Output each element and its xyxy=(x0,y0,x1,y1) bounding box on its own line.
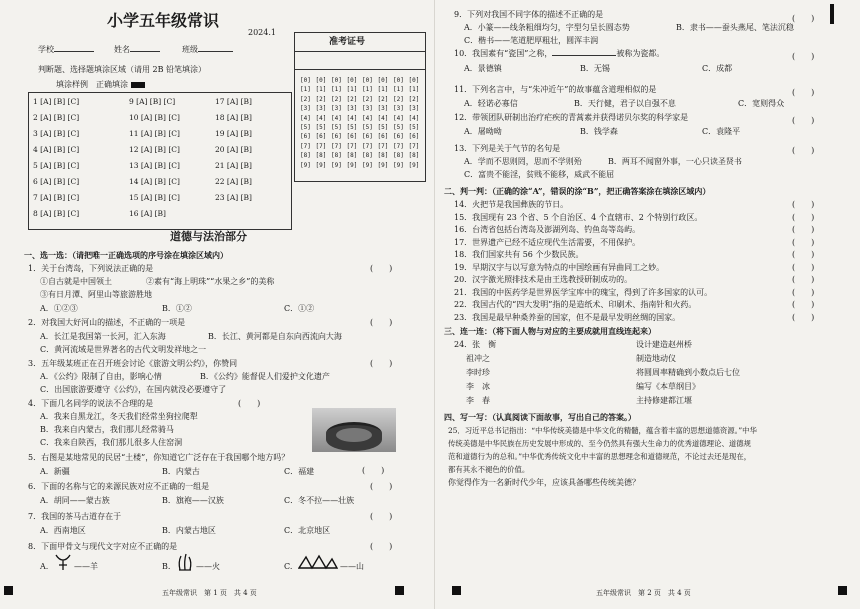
q8-option-text: ——山 xyxy=(340,562,364,571)
answer-bubble-row[interactable]: 20 [A] [B] xyxy=(215,145,252,154)
q8-option-label: A. xyxy=(40,562,49,571)
ticket-digit-bubble[interactable]: [5] xyxy=(393,124,404,131)
ticket-digit-bubble[interactable]: [2] xyxy=(377,95,389,103)
q3-option: B．《公约》能督促人们爱护文化遗产 xyxy=(200,372,330,381)
match-person[interactable]: 李 冰 xyxy=(466,382,490,391)
q10-option: C．成都 xyxy=(702,64,733,73)
answer-bubble-row[interactable]: 16 [A] [B] xyxy=(129,209,166,218)
ticket-digit-bubble[interactable]: [5] xyxy=(377,124,389,131)
part2-title: 二、判一判：（正确的涂“A”，错误的涂“B”，把正确答案涂在填涂区域内） xyxy=(444,186,711,196)
ticket-digit-bubble[interactable]: [0] xyxy=(315,77,327,84)
q5-option: B．内蒙古 xyxy=(162,467,200,476)
answer-bubble-row[interactable]: 10 [A] [B] [C] xyxy=(129,113,180,122)
school-field[interactable]: 学校 xyxy=(38,45,94,55)
fill-sample: 填涂样例 正确填涂 xyxy=(56,80,145,90)
ticket-digit-bubble[interactable]: [1] xyxy=(346,86,358,94)
answer-paren: ( ) xyxy=(792,212,815,222)
ticket-digit-bubble[interactable]: [2] xyxy=(362,95,373,103)
judge-item: 18．我们国家共有 56 个少数民族。 xyxy=(454,250,584,259)
match-person[interactable]: 祖冲之 xyxy=(466,354,490,363)
ticket-digit-bubble[interactable]: [4] xyxy=(377,114,389,122)
q6-option: B．旗袍——汉族 xyxy=(162,496,224,505)
page-footer: 五年级常识 第 2 页 共 4 页 xyxy=(596,589,691,597)
answer-bubble-row[interactable]: 14 [A] [B] [C] xyxy=(129,177,180,186)
q7-option: B．内蒙古地区 xyxy=(162,526,216,535)
answer-paren: ( ) xyxy=(362,466,385,475)
match-person[interactable]: 24．张 衡 xyxy=(454,340,497,349)
answer-bubble-row[interactable]: 15 [A] [B] [C] xyxy=(129,193,180,202)
q6-option: C．冬不拉——壮族 xyxy=(284,496,355,505)
ticket-number-box xyxy=(294,32,426,182)
q25-question: 你觉得作为一名新时代少年，应该具备哪些传统美德？ xyxy=(448,478,640,487)
answer-fill-area xyxy=(28,92,292,230)
ticket-digit-bubble[interactable]: [9] xyxy=(393,161,404,169)
ticket-digit-bubble[interactable]: [6] xyxy=(408,133,420,141)
answer-paren: ( ) xyxy=(792,116,815,125)
q3: 3．五年级某班正在召开班会讨论《旅游文明公约》，你赞同 xyxy=(28,359,238,368)
ticket-digit-bubble[interactable]: [6] xyxy=(300,133,311,141)
ticket-digit-bubble[interactable]: [3] xyxy=(362,105,373,113)
answer-paren: ( ) xyxy=(370,542,393,551)
q8: 8．下面甲骨文与现代文字对应不正确的是 xyxy=(28,542,178,551)
q25-text: 范和道德行为的总和。”中华优秀传统文化中丰富的思想理念和道德规范，不论过去还是现在， xyxy=(448,452,752,461)
ticket-digit-bubble[interactable]: [6] xyxy=(346,133,358,141)
ticket-digit-bubble[interactable]: [2] xyxy=(346,95,358,103)
q11-option: B．天行健，君子以自强不息 xyxy=(574,99,676,108)
answer-paren: ( ) xyxy=(792,200,815,209)
match-person[interactable]: 李时珍 xyxy=(466,368,490,377)
ticket-digit-bubble[interactable]: [7] xyxy=(346,142,358,150)
answer-paren: ( ) xyxy=(238,399,261,408)
ticket-digit-bubble[interactable]: [3] xyxy=(315,105,327,113)
exam-title: 小学五年级常识 xyxy=(107,11,220,30)
q1-item: ③有日月潭、阿里山等旅游胜地 xyxy=(40,290,152,299)
answer-bubble-row[interactable]: 9 [A] [B] [C] xyxy=(129,97,176,106)
answer-paren: ( ) xyxy=(792,262,815,272)
ticket-digit-bubble[interactable]: [3] xyxy=(346,105,358,113)
q8-option-label: B. xyxy=(162,562,171,571)
answer-paren: ( ) xyxy=(792,237,815,247)
judge-item: 21．我国的中医药学是世界医学宝库中的瑰宝，得到了许多国家的认可。 xyxy=(454,287,713,297)
ticket-digit-bubble[interactable]: [8] xyxy=(300,152,311,160)
answer-paren: ( ) xyxy=(792,52,815,61)
answer-bubble-row[interactable]: 12 [A] [B] [C] xyxy=(129,145,180,154)
answer-bubble-row[interactable]: 19 [A] [B] xyxy=(215,129,252,138)
answer-bubble-row[interactable]: 3 [A] [B] [C] xyxy=(33,129,80,138)
ticket-digit-bubble[interactable]: [0] xyxy=(300,77,311,84)
answer-paren: ( ) xyxy=(370,359,393,368)
match-achievement[interactable]: 主持修建都江堰 xyxy=(636,396,692,405)
answer-paren: ( ) xyxy=(792,287,815,297)
answer-paren: ( ) xyxy=(792,275,815,284)
q13-option: A．学而不思则罔，思而不学则殆 xyxy=(464,157,582,166)
ticket-digit-bubble[interactable]: [9] xyxy=(377,161,389,169)
ticket-digit-bubble[interactable]: [0] xyxy=(331,77,342,84)
ticket-digit-bubble[interactable]: [4] xyxy=(346,114,358,122)
q9: 9．下列对我国不同字体的描述不正确的是 xyxy=(454,10,604,19)
filled-mark-icon xyxy=(131,82,145,88)
ticket-digit-bubble[interactable]: [4] xyxy=(300,114,311,122)
section-title: 道德与法治部分 xyxy=(170,230,247,243)
q2-option: B．长江、黄河都是自东向西流向大海 xyxy=(208,332,342,341)
fill-instructions: 判断题、选择题填涂区域（请用 2B 铅笔填涂） xyxy=(38,65,207,74)
q5-option: C．福建 xyxy=(284,467,315,476)
q1-option: B．①② xyxy=(162,304,192,313)
oracle-mountain-icon xyxy=(298,554,338,570)
answer-paren: ( ) xyxy=(792,300,815,309)
q10-option: B．无锡 xyxy=(580,64,610,73)
answer-bubble-row[interactable]: 8 [A] [B] [C] xyxy=(33,209,80,218)
ticket-digit-bubble[interactable]: [8] xyxy=(408,152,420,160)
q8-option-text: ——羊 xyxy=(74,562,98,571)
tulou-photo xyxy=(312,408,396,452)
judge-item: 19．早期汉字与以写意为特点的中国绘画有异曲同工之妙。 xyxy=(454,262,665,272)
answer-paren: ( ) xyxy=(370,264,393,273)
q1: 1．关于台湾岛，下列说法正确的是 xyxy=(28,264,154,273)
match-achievement[interactable]: 设计建造赵州桥 xyxy=(636,340,692,349)
ticket-digit-bubble[interactable]: [8] xyxy=(315,152,327,160)
q11-option: C．宽则得众 xyxy=(738,99,785,108)
ticket-digit-bubble[interactable]: [7] xyxy=(331,142,342,150)
q25-text: 25．习近平总书记指出：“中华传统美德是中华文化的精髓，蕴含着丰富的思想道德资源。”中华 xyxy=(448,426,757,435)
q8-option-label: C. xyxy=(284,562,293,571)
ticket-digit-bubble[interactable]: [2] xyxy=(408,95,420,103)
judge-item: 17．世界遗产已经不适应现代生活需要，不用保护。 xyxy=(454,237,641,247)
answer-paren: ( ) xyxy=(792,225,815,234)
answer-paren: ( ) xyxy=(792,88,815,97)
ticket-digit-bubble[interactable]: [2] xyxy=(315,95,327,103)
q2-option: A．长江是我国第一长河，汇入东海 xyxy=(40,332,166,341)
ticket-digit-bubble[interactable]: [1] xyxy=(362,86,373,94)
ticket-digit-bubble[interactable]: [5] xyxy=(346,124,358,131)
ticket-digit-bubble[interactable]: [7] xyxy=(408,142,420,150)
q5-option: A．新疆 xyxy=(40,467,70,476)
ticket-digit-bubble[interactable]: [4] xyxy=(393,114,404,122)
exam-date: 2024.1 xyxy=(248,28,276,37)
ticket-digit-bubble[interactable]: [9] xyxy=(362,161,373,169)
ticket-digit-bubble[interactable]: [5] xyxy=(300,124,311,131)
ticket-digit-bubble[interactable]: [0] xyxy=(346,77,358,84)
q12-option: A．屠呦呦 xyxy=(464,127,502,136)
answer-paren: ( ) xyxy=(370,512,393,521)
q11: 11．下列名言中，与“朱冲近午”的故事蕴含道理相似的是 xyxy=(454,85,657,94)
answer-bubble-row[interactable]: 17 [A] [B] xyxy=(215,97,252,106)
oracle-fire-icon xyxy=(176,552,194,572)
answer-bubble-row[interactable]: 4 [A] [B] [C] xyxy=(33,145,80,154)
judge-item: 20．汉字激光照排技术是由王选教授研制成功的。 xyxy=(454,275,633,284)
ticket-title: 准考证号 xyxy=(329,37,366,47)
ticket-digit-bubble[interactable]: [9] xyxy=(346,161,358,169)
ticket-digit-bubble[interactable]: [6] xyxy=(362,133,373,141)
ticket-digit-bubble[interactable]: [5] xyxy=(362,124,373,131)
answer-bubble-row[interactable]: 5 [A] [B] [C] xyxy=(33,161,80,170)
q7-option: C．北京地区 xyxy=(284,526,331,535)
answer-paren: ( ) xyxy=(370,482,393,491)
answer-bubble-row[interactable]: 11 [A] [B] [C] xyxy=(129,129,180,138)
right-page xyxy=(440,8,840,603)
judge-item: 14．火把节是我国彝族的节日。 xyxy=(454,200,569,209)
match-person[interactable]: 李 春 xyxy=(466,396,490,405)
ticket-digit-bubble[interactable]: [9] xyxy=(331,161,342,169)
ticket-digit-bubble[interactable]: [5] xyxy=(315,124,327,131)
answer-bubble-row[interactable]: 6 [A] [B] [C] xyxy=(33,177,80,186)
answer-paren: ( ) xyxy=(792,250,815,259)
match-achievement[interactable]: 将圆周率精确到小数点后七位 xyxy=(636,368,740,377)
q10-option: A．景德镇 xyxy=(464,64,502,73)
q13: 13．下列是关于气节的名句是 xyxy=(454,144,561,153)
ticket-digit-bubble[interactable]: [6] xyxy=(331,133,342,141)
ticket-digit-bubble[interactable]: [2] xyxy=(393,95,404,103)
q5: 5．右图是某地常见的民居“土楼”，你知道它广泛存在于我国哪个地方吗？ xyxy=(28,453,290,462)
ticket-digit-bubble[interactable]: [7] xyxy=(362,142,373,150)
page-footer: 五年级常识 第 1 页 共 4 页 xyxy=(162,589,257,597)
ticket-digit-bubble[interactable]: [8] xyxy=(393,152,404,160)
ticket-digit-bubble[interactable]: [1] xyxy=(393,86,404,94)
q4: 4．下面几名同学的说法不合理的是 xyxy=(28,399,154,408)
ticket-digit-bubble[interactable]: [9] xyxy=(408,161,420,169)
answer-paren: ( ) xyxy=(370,318,393,327)
ticket-digit-bubble[interactable]: [6] xyxy=(393,133,404,141)
part4-title: 四、写一写：（认真阅读下面故事，写出自己的答案。） xyxy=(444,412,636,422)
ticket-digit-bubble[interactable]: [7] xyxy=(377,142,389,150)
ticket-digit-bubble[interactable]: [3] xyxy=(300,105,311,113)
ticket-digit-bubble[interactable]: [8] xyxy=(362,152,373,160)
ticket-digit-bubble[interactable]: [0] xyxy=(393,77,404,84)
q12-option: C．袁隆平 xyxy=(702,127,741,136)
q25-text: 传统美德是中华民族在历史发展中形成的、至今仍然具有强大生命力的优秀道德理论、道德规 xyxy=(448,439,752,448)
ticket-digit-bubble[interactable]: [7] xyxy=(393,142,404,150)
q13-option: C．富贵不能淫，贫贱不能移，威武不能屈 xyxy=(464,170,615,179)
answer-paren: ( ) xyxy=(792,14,815,23)
q25-text: 都有其永不褪色的价值。 xyxy=(448,465,530,474)
ticket-digit-bubble[interactable]: [6] xyxy=(377,133,389,141)
ticket-digit-bubble[interactable]: [0] xyxy=(408,77,420,84)
ticket-digit-bubble[interactable]: [5] xyxy=(408,124,420,131)
judge-item: 23．我国是最早种桑养蚕的国家，但不是最早发明丝绸的国家。 xyxy=(454,312,681,322)
q2-option: C．黄河流域是世界著名的古代文明发祥地之一 xyxy=(40,345,207,354)
q4-option: B．我来自内蒙古，我们那儿经常骑马 xyxy=(40,425,174,434)
part1-title: 一、选一选：（请把唯一正确选项的序号涂在填涂区域内） xyxy=(24,250,228,260)
q1-option: A．①②③ xyxy=(40,304,78,313)
ticket-digit-bubble[interactable]: [9] xyxy=(315,161,327,169)
q7: 7．我国的茶马古道存在于 xyxy=(28,512,122,521)
ticket-digit-bubble[interactable]: [3] xyxy=(408,105,420,113)
ticket-digit-bubble[interactable]: [8] xyxy=(346,152,358,160)
judge-item: 15．我国现有 23 个省、5 个自治区、4 个直辖市、2 个特别行政区。 xyxy=(454,212,703,222)
left-page xyxy=(22,8,430,603)
judge-item: 22．我国古代的“四大发明”指的是造纸术、印刷术、指南针和火药。 xyxy=(454,300,697,309)
answer-bubble-row[interactable]: 23 [A] [B] xyxy=(215,193,252,202)
q10: 10．我国素有“瓷国”之称， 被称为瓷都。 xyxy=(454,49,665,58)
q13-option: B．两耳不闻窗外事，一心只读圣贤书 xyxy=(608,157,742,166)
ticket-digit-bubble[interactable]: [1] xyxy=(377,86,389,94)
q9-option: A．小篆——线条粗细均匀，字型匀呈长圆态势 xyxy=(464,23,630,32)
ticket-digit-bubble[interactable]: [2] xyxy=(300,95,311,103)
ticket-digit-bubble[interactable]: [4] xyxy=(331,114,342,122)
q8-option-text: ——火 xyxy=(196,562,220,571)
answer-bubble-row[interactable]: 2 [A] [B] [C] xyxy=(33,113,80,122)
ticket-digit-bubble[interactable]: [5] xyxy=(331,124,342,131)
q6-option: A．胡同——蒙古族 xyxy=(40,496,110,505)
match-achievement[interactable]: 制造地动仪 xyxy=(636,354,676,363)
answer-bubble-row[interactable]: 7 [A] [B] [C] xyxy=(33,193,80,202)
ticket-digit-bubble[interactable]: [4] xyxy=(362,114,373,122)
class-field[interactable]: 班级 xyxy=(182,45,233,55)
answer-bubble-row[interactable]: 13 [A] [B] [C] xyxy=(129,161,180,170)
ticket-digit-bubble[interactable]: [1] xyxy=(331,86,342,94)
q9-option: B．隶书——蚕头燕尾、笔法沉稳 xyxy=(676,23,794,32)
ticket-digit-bubble[interactable]: [4] xyxy=(408,114,420,122)
q2: 2．对我国大好河山的描述，不正确的一项是 xyxy=(28,318,186,327)
ticket-digit-bubble[interactable]: [1] xyxy=(408,86,420,94)
judge-item: 16．台湾省包括台湾岛及澎湖列岛、钓鱼岛等岛屿。 xyxy=(454,225,641,234)
ticket-digit-bubble[interactable]: [6] xyxy=(315,133,327,141)
ticket-digit-bubble[interactable]: [2] xyxy=(331,95,342,103)
q1-item: ①自古就是中国领土 xyxy=(40,277,112,286)
q6: 6．下面的名称与它的来源民族对应不正确的一组是 xyxy=(28,482,210,491)
q3-option: A．《公约》限制了自由，影响心情 xyxy=(40,372,162,381)
q1-option: C．①② xyxy=(284,304,315,313)
answer-bubble-row[interactable]: 21 [A] [B] xyxy=(215,161,252,170)
q9-option: C．楷书——笔道肥厚粗壮，圆浑丰润 xyxy=(464,36,599,45)
ticket-digit-bubble[interactable]: [7] xyxy=(315,142,327,150)
ticket-digit-bubble[interactable]: [3] xyxy=(331,105,342,113)
part3-title: 三、连一连：（将下面人物与对应的主要成就用直线连起来） xyxy=(444,326,656,336)
answer-paren: ( ) xyxy=(792,312,815,322)
ticket-digit-bubble[interactable]: [9] xyxy=(300,161,311,169)
q4-option: C．我来自陕西，我们那儿很多人住窑洞 xyxy=(40,438,183,447)
page-fold xyxy=(434,0,435,609)
q7-option: A．西南地区 xyxy=(40,526,86,535)
answer-bubble-row[interactable]: 18 [A] [B] xyxy=(215,113,252,122)
q12: 12．带领团队研制出治疗疟疾的青蒿素并获得诺贝尔奖的科学家是 xyxy=(454,113,689,122)
name-field[interactable]: 姓名 xyxy=(114,45,160,55)
ticket-digit-bubble[interactable]: [0] xyxy=(362,77,373,84)
ticket-digit-bubble[interactable]: [3] xyxy=(393,105,404,113)
answer-paren: ( ) xyxy=(792,146,815,155)
ticket-digit-bubble[interactable]: [4] xyxy=(315,114,327,122)
ticket-digit-bubble[interactable]: [3] xyxy=(377,105,389,113)
q11-option: A．轻诺必寡信 xyxy=(464,99,518,108)
oracle-sheep-icon xyxy=(54,552,72,572)
answer-bubble-row[interactable]: 22 [A] [B] xyxy=(215,177,252,186)
q12-option: B．钱学森 xyxy=(580,127,618,136)
q1-item: ②素有“海上明珠”“水果之乡”的美称 xyxy=(146,277,275,286)
ticket-digit-bubble[interactable]: [0] xyxy=(377,77,389,84)
ticket-digit-bubble[interactable]: [8] xyxy=(331,152,342,160)
q4-option: A．我来自黑龙江，冬天我们经常坐狗拉爬犁 xyxy=(40,412,198,421)
corner-mark xyxy=(4,586,13,595)
q3-option: C．出国旅游要遵守《公约》，在国内就没必要遵守了 xyxy=(40,385,227,394)
ticket-digit-bubble[interactable]: [7] xyxy=(300,142,311,150)
ticket-digit-bubble[interactable]: [1] xyxy=(300,86,311,94)
ticket-digit-bubble[interactable]: [1] xyxy=(315,86,327,94)
ticket-digit-bubble[interactable]: [8] xyxy=(377,152,389,160)
answer-bubble-row[interactable]: 1 [A] [B] [C] xyxy=(33,97,80,106)
match-achievement[interactable]: 编写《本草纲目》 xyxy=(636,382,700,391)
